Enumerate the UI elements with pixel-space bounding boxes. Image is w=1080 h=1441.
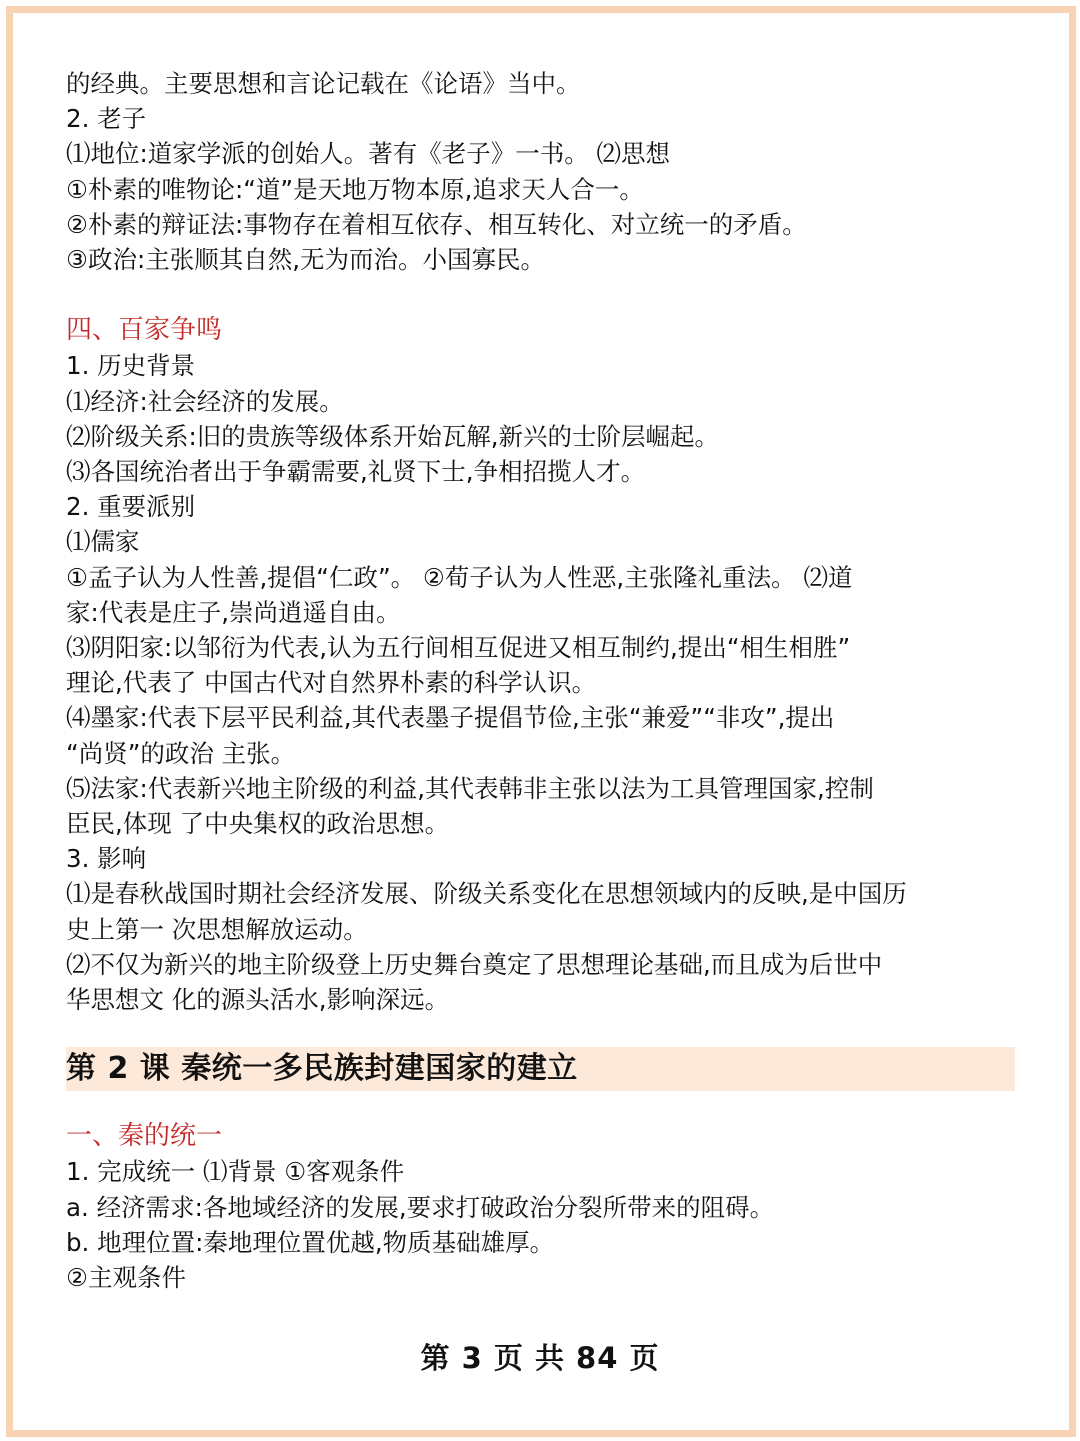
text-line: ⑶阴阳家:以邹衍为代表,认为五行间相互促进又相互制约,提出“相生相胜” (66, 633, 851, 663)
text-line: 理论,代表了 中国古代对自然界朴素的科学认识。 (66, 668, 597, 698)
text-line: 1. 历史背景 (66, 351, 196, 381)
section-heading-qin-unification: 一、秦的统一 (66, 1121, 223, 1152)
lesson-title-banner: 第 2 课 秦统一多民族封建国家的建立 (66, 1047, 1015, 1091)
document-body (66, 66, 1016, 1295)
text-line: 华思想文 化的源头活水,影响深远。 (66, 985, 450, 1015)
text-line: 3. 影响 (66, 844, 147, 874)
text-line: 1. 完成统一 ⑴背景 ①客观条件 (66, 1157, 405, 1187)
text-line: ⑵不仅为新兴的地主阶级登上历史舞台奠定了思想理论基础,而且成为后世中 (66, 949, 883, 979)
text-line: 的经典。主要思想和言论记载在《论语》当中。 (66, 69, 581, 98)
text-line: 臣民,体现 了中央集权的政治思想。 (66, 809, 450, 839)
text-line: 史上第一 次思想解放运动。 (66, 914, 368, 944)
text-line: ②主观条件 (66, 1263, 186, 1293)
text-line: ⑴地位:道家学派的创始人。著有《老子》一书。 ⑵思想 (66, 139, 671, 169)
text-line: ①孟子认为人性善,提倡“仁政”。 ②荀子认为人性恶,主张隆礼重法。 ⑵道 (66, 562, 853, 592)
text-line: 家:代表是庄子,崇尚逍遥自由。 (66, 597, 401, 627)
section-heading-baijia: 四、百家争鸣 (66, 315, 223, 346)
text-line: ⑵阶级关系:旧的贵族等级体系开始瓦解,新兴的士阶层崛起。 (66, 421, 720, 451)
page-number-footer: 第 3 页 共 84 页 (420, 1341, 660, 1375)
text-line: 2. 老子 (66, 104, 147, 134)
text-line: ⑸法家:代表新兴地主阶级的利益,其代表韩非主张以法为工具管理国家,控制 (66, 773, 874, 803)
text-line: ①朴素的唯物论:“道”是天地万物本原,追求天人合一。 (66, 174, 644, 204)
text-line: “尚贤”的政治 主张。 (66, 738, 296, 768)
text-line: 2. 重要派别 (66, 492, 196, 522)
text-line: b. 地理位置:秦地理位置优越,物质基础雄厚。 (66, 1227, 555, 1257)
text-line: ⑷墨家:代表下层平民利益,其代表墨子提倡节俭,主张“兼爱”“非攻”,提出 (66, 703, 835, 733)
text-line: ⑴儒家 (66, 527, 140, 557)
text-line: a. 经济需求:各地域经济的发展,要求打破政治分裂所带来的阻碍。 (66, 1192, 775, 1222)
text-line: ②朴素的辩证法:事物存在着相互依存、相互转化、对立统一的矛盾。 (66, 209, 807, 239)
text-line: ⑴经济:社会经济的发展。 (66, 386, 344, 416)
text-line: ③政治:主张顺其自然,无为而治。小国寡民。 (66, 245, 546, 275)
text-line: ⑴是春秋战国时期社会经济发展、阶级关系变化在思想领域内的反映,是中国历 (66, 879, 907, 909)
text-line: ⑶各国统治者出于争霸需要,礼贤下士,争相招揽人才。 (66, 457, 646, 487)
